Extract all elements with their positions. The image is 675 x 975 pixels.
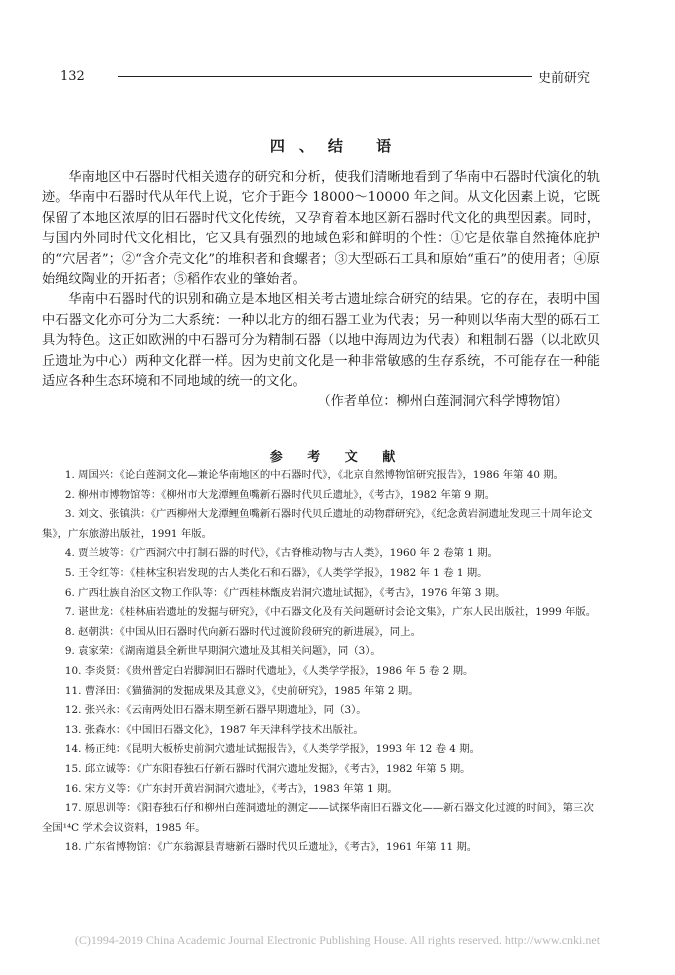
reference-item: 6. 广西壮族自治区文物工作队等：《广西桂林甑皮岩洞穴遗址试掘》，《考古》，1976 年第 3 期。 bbox=[64, 586, 506, 599]
reference-item: 11. 曹泽田：《猫猫洞的发掘成果及其意义》，《史前研究》，1985 年第 2 期。 bbox=[64, 684, 419, 697]
copyright-watermark: (C)1994-2019 China Academic Journal Electronic Publishing House. All rights reserved. http://www.cnki.net bbox=[74, 933, 601, 947]
reference-item: 18. 广东省博物馆：《广东翁源县青塘新石器时代贝丘遗址》，《考古》，1961 年第 11 期。 bbox=[64, 841, 478, 854]
paragraph: 华南地区中石器时代相关遗存的研究和分析，使我们清晰地看到了华南中石器时代演化的轨迹。华南中石器时代从年代上说，它介于距今 18000～10000 年之间。从文化因素上说，它既保留了本地区浓厚的旧石器时代文化传统，又孕育着本地区新石器时代文化的典型因素。同时，与国内外同时代文化相比，它又具有强烈的地域色彩和鲜明的个性：①它是依靠自然掩体庇护的“穴居者”；②“含介壳文化”的堆积者和食螺者；③大型砾石工具和原始“重石”的使用者；④原始绳纹陶业的开拓者；⑤稻作农业的肇始者。 bbox=[42, 170, 600, 288]
section-title: 四、结 语 bbox=[269, 137, 406, 155]
references-title: 参 考 文 献 bbox=[269, 450, 406, 465]
reference-item: 5. 王令红等：《桂林宝积岩发现的古人类化石和石器》，《人类学学报》，1982 年 1 卷 1 期。 bbox=[64, 566, 488, 579]
reference-item: 13. 张森水：《中国旧石器文化》，1987 年天津科学技术出版社。 bbox=[64, 723, 364, 736]
reference-list bbox=[42, 466, 600, 858]
reference-item: 12. 张兴永：《云南两处旧石器末期至新石器早期遗址》，同（3）。 bbox=[64, 704, 367, 717]
paragraph: 华南中石器时代的识别和确立是本地区相关考古遗址综合研究的结果。它的存在，表明中国中石器文化亦可分为二大系统：一种以北方的细石器工业为代表；另一种则以华南大型的砾石工具为特色。这正如欧洲的中石器可分为精制石器（以地中海周边为代表）和粗制石器（以北欧贝丘遗址为中心）两种文化群一样。因为史前文化是一种非常敏感的生存系统，不可能存在一种能适应各种生态环境和不同地域的统一的文化。 bbox=[42, 292, 600, 390]
reference-item: 17. 原思训等：《阳春独石仔和柳州白莲洞遗址的测定——试探华南旧石器文化——新石器文化过渡的时间》，第三次全国¹⁴C 学术会议资料，1985 年。 bbox=[42, 802, 594, 834]
reference-item: 15. 邱立诚等：《广东阳春独石仔新石器时代洞穴遗址发掘》，《考古》，1982 年第 5 期。 bbox=[64, 762, 471, 775]
reference-item: 7. 谌世龙：《桂林庙岩遗址的发掘与研究》，《中石器文化及有关问题研讨会论文集》，广东人民出版社，1999 年版。 bbox=[64, 606, 597, 619]
reference-item: 2. 柳州市博物馆等：《柳州市大龙潭鲤鱼嘴新石器时代贝丘遗址》，《考古》，1982 年第 9 期。 bbox=[64, 488, 496, 501]
body-text bbox=[42, 168, 600, 413]
reference-item: 10. 李炎贤：《贵州普定白岩脚洞旧石器时代遗址》，《人类学学报》，1986 年 5 卷 2 期。 bbox=[64, 664, 474, 677]
reference-item: 14. 杨正纯：《昆明大板桥史前洞穴遗址试掘报告》，《人类学学报》，1993 年 12 卷 4 期。 bbox=[64, 743, 480, 756]
reference-item: 8. 赵朝洪：《中国从旧石器时代向新石器时代过渡阶段研究的新进展》，同上。 bbox=[64, 625, 421, 638]
reference-item: 1. 周国兴：《论白莲洞文化—兼论华南地区的中石器时代》，《北京自然博物馆研究报告》，1986 年第 40 期。 bbox=[64, 469, 565, 481]
author-affiliation: （作者单位：柳州白莲洞洞穴科学博物馆） bbox=[317, 394, 568, 410]
page-header bbox=[60, 66, 590, 86]
page-number: 132 bbox=[60, 68, 85, 84]
header-rule bbox=[118, 76, 532, 77]
reference-item: 4. 贾兰坡等：《广西洞穴中打制石器的时代》，《古脊椎动物与古人类》，1960 年 2 卷第 1 期。 bbox=[64, 547, 498, 560]
journal-name: 史前研究 bbox=[537, 70, 590, 86]
reference-item: 16. 宋方义等：《广东封开黄岩洞洞穴遗址》，《考古》，1983 年第 1 期。 bbox=[64, 782, 398, 795]
reference-item: 3. 刘文、张镇洪：《广西柳州大龙潭鲤鱼嘴新石器时代贝丘遗址的动物群研究》，《纪念黄岩洞遗址发现三十周年论文集》，广东旅游出版社，1991 年版。 bbox=[42, 508, 593, 540]
reference-item: 9. 袁家荣：《湖南道县全新世早期洞穴遗址及其相关问题》，同（3）。 bbox=[64, 645, 381, 658]
